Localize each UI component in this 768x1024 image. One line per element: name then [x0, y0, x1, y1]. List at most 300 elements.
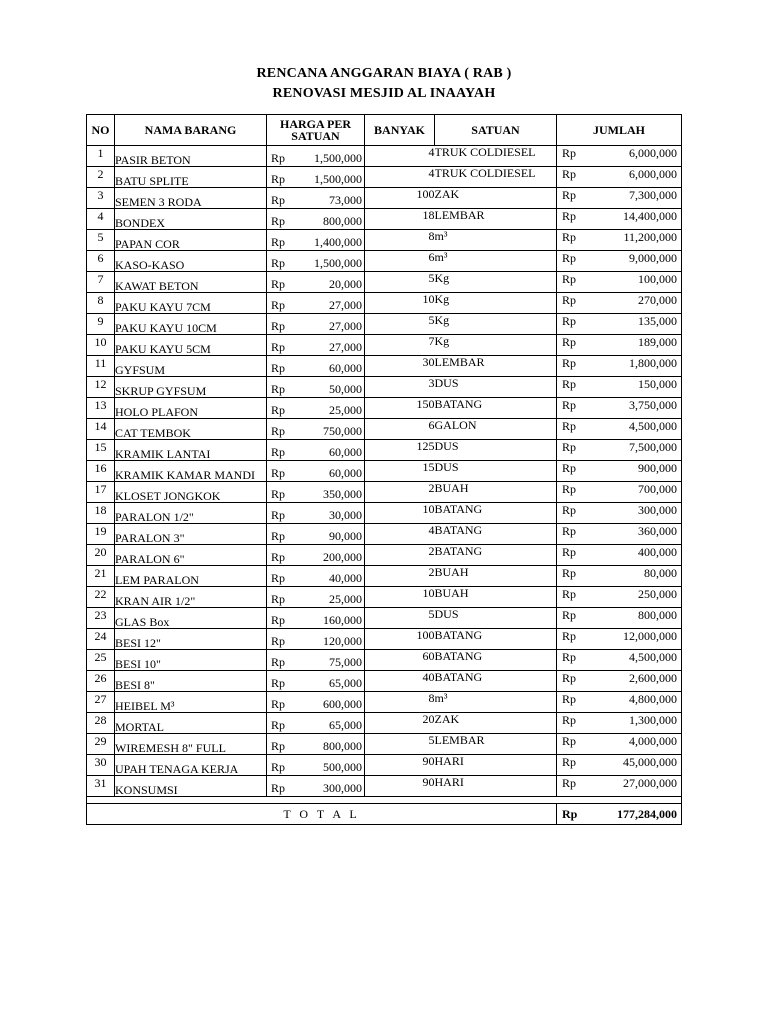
header-harga-per-satuan	[267, 115, 365, 146]
item-total-cell	[557, 524, 682, 545]
item-total: 150,000	[638, 377, 677, 391]
item-price-currency: Rp	[271, 717, 286, 732]
item-no: 25	[87, 650, 115, 671]
item-total-currency: Rp	[562, 692, 577, 706]
item-no: 15	[87, 440, 115, 461]
item-quantity: 4	[428, 145, 435, 159]
item-no: 16	[87, 461, 115, 482]
item-total-currency: Rp	[562, 713, 577, 727]
item-quantity: 6	[428, 418, 435, 432]
item-unit-cell	[435, 503, 557, 524]
table-row	[87, 734, 682, 755]
item-price: 500,000	[323, 759, 362, 774]
item-quantity: 18	[422, 208, 435, 222]
table-row	[87, 482, 682, 503]
item-name: KRAN AIR 1/2"	[115, 594, 196, 608]
item-quantity-cell	[365, 524, 435, 545]
item-total-cell	[557, 377, 682, 398]
item-unit: LEMBAR	[434, 355, 485, 369]
item-price-cell	[267, 188, 365, 209]
item-total: 27,000,000	[623, 776, 677, 790]
item-total: 189,000	[638, 335, 677, 349]
item-price-cell	[267, 167, 365, 188]
item-price-currency: Rp	[271, 234, 286, 249]
item-no: 21	[87, 566, 115, 587]
total-label: T O T A L	[87, 804, 557, 825]
item-unit-cell	[435, 251, 557, 272]
item-unit-cell	[435, 692, 557, 713]
table-row	[87, 713, 682, 734]
item-unit: m³	[434, 691, 448, 705]
item-name: PAKU KAYU 7CM	[115, 300, 211, 314]
item-price: 90,000	[329, 528, 362, 543]
item-name: BATU SPLITE	[115, 174, 189, 188]
item-total-currency: Rp	[562, 209, 577, 223]
item-quantity-cell	[365, 440, 435, 461]
table-row	[87, 503, 682, 524]
item-name: BESI 12"	[115, 636, 161, 650]
item-price-cell	[267, 272, 365, 293]
item-price: 750,000	[323, 423, 362, 438]
item-quantity-cell	[365, 755, 435, 776]
item-price-currency: Rp	[271, 423, 286, 438]
item-price: 40,000	[329, 570, 362, 585]
item-name-cell	[115, 377, 267, 398]
table-row	[87, 314, 682, 335]
item-price-cell	[267, 671, 365, 692]
item-unit: BATANG	[434, 670, 483, 684]
item-name-cell	[115, 419, 267, 440]
item-unit-cell	[435, 734, 557, 755]
item-unit-cell	[435, 545, 557, 566]
item-name-cell	[115, 713, 267, 734]
item-quantity-cell	[365, 461, 435, 482]
item-name: SKRUP GYFSUM	[115, 384, 207, 398]
table-row	[87, 440, 682, 461]
item-total: 135,000	[638, 314, 677, 328]
item-unit: DUS	[434, 607, 459, 621]
item-price-currency: Rp	[271, 549, 286, 564]
item-price: 25,000	[329, 402, 362, 417]
item-total-currency: Rp	[562, 671, 577, 685]
item-total-currency: Rp	[562, 545, 577, 559]
item-total-currency: Rp	[562, 251, 577, 265]
item-price: 60,000	[329, 444, 362, 459]
item-price-currency: Rp	[271, 696, 286, 711]
item-no: 17	[87, 482, 115, 503]
item-total: 3,750,000	[629, 398, 677, 412]
item-name-cell	[115, 503, 267, 524]
table-row	[87, 776, 682, 797]
item-price: 120,000	[323, 633, 362, 648]
item-total: 1,800,000	[629, 356, 677, 370]
table-row	[87, 251, 682, 272]
item-name-cell	[115, 587, 267, 608]
item-total-cell	[557, 419, 682, 440]
item-total-cell	[557, 314, 682, 335]
item-total-cell	[557, 440, 682, 461]
item-price-currency: Rp	[271, 297, 286, 312]
item-price-currency: Rp	[271, 654, 286, 669]
item-quantity-cell	[365, 776, 435, 797]
item-price-cell	[267, 545, 365, 566]
item-quantity-cell	[365, 230, 435, 251]
item-price: 75,000	[329, 654, 362, 669]
item-price-cell	[267, 230, 365, 251]
item-unit-cell	[435, 650, 557, 671]
item-no: 27	[87, 692, 115, 713]
item-unit: DUS	[434, 439, 459, 453]
item-quantity-cell	[365, 356, 435, 377]
item-quantity: 5	[428, 733, 435, 747]
item-total-cell	[557, 629, 682, 650]
item-total: 400,000	[638, 545, 677, 559]
item-price: 800,000	[323, 213, 362, 228]
item-unit-cell	[435, 713, 557, 734]
item-price-currency: Rp	[271, 192, 286, 207]
item-name: HEIBEL M³	[115, 699, 175, 713]
item-total-cell	[557, 608, 682, 629]
item-unit: Kg	[434, 292, 450, 306]
item-price: 1,500,000	[314, 255, 362, 270]
table-row	[87, 293, 682, 314]
table-row	[87, 230, 682, 251]
item-name: GYFSUM	[115, 363, 166, 377]
item-name: PARALON 6"	[115, 552, 185, 566]
item-quantity-cell	[365, 503, 435, 524]
table-row	[87, 188, 682, 209]
item-unit: Kg	[434, 313, 450, 327]
item-total-cell	[557, 146, 682, 167]
item-quantity-cell	[365, 587, 435, 608]
item-total: 7,500,000	[629, 440, 677, 454]
item-no: 23	[87, 608, 115, 629]
item-name: KRAMIK KAMAR MANDI	[115, 468, 256, 482]
item-quantity-cell	[365, 713, 435, 734]
item-name-cell	[115, 524, 267, 545]
item-unit-cell	[435, 671, 557, 692]
item-unit: BATANG	[434, 397, 483, 411]
table-row	[87, 335, 682, 356]
item-total-currency: Rp	[562, 734, 577, 748]
item-price: 1,500,000	[314, 171, 362, 186]
item-no: 1	[87, 146, 115, 167]
item-name: BESI 8"	[115, 678, 155, 692]
item-total-cell	[557, 734, 682, 755]
item-price-cell	[267, 776, 365, 797]
item-total-currency: Rp	[562, 293, 577, 307]
item-name-cell	[115, 230, 267, 251]
item-name: PARALON 1/2"	[115, 510, 194, 524]
header-satuan: SATUAN	[435, 115, 557, 146]
item-unit: HARI	[434, 775, 464, 789]
item-total-cell	[557, 356, 682, 377]
item-unit: GALON	[434, 418, 477, 432]
item-price: 60,000	[329, 360, 362, 375]
item-price-cell	[267, 608, 365, 629]
item-quantity: 6	[428, 250, 435, 264]
item-price-cell	[267, 293, 365, 314]
total-value-cell	[557, 804, 682, 825]
item-total-currency: Rp	[562, 650, 577, 664]
item-unit: BUAH	[434, 586, 469, 600]
item-price-cell	[267, 398, 365, 419]
item-quantity: 30	[422, 355, 435, 369]
item-unit-cell	[435, 755, 557, 776]
item-total-currency: Rp	[562, 776, 577, 790]
document-subtitle: RENOVASI MESJID AL INAAYAH	[272, 86, 496, 101]
table-row	[87, 545, 682, 566]
item-total-cell	[557, 398, 682, 419]
item-unit-cell	[435, 377, 557, 398]
item-unit-cell	[435, 314, 557, 335]
total-currency: Rp	[562, 806, 578, 821]
item-total-cell	[557, 482, 682, 503]
item-quantity-cell	[365, 650, 435, 671]
item-unit-cell	[435, 587, 557, 608]
item-total-cell	[557, 209, 682, 230]
spacer-cell	[87, 797, 682, 804]
item-no: 11	[87, 356, 115, 377]
item-quantity: 8	[428, 229, 435, 243]
item-name: GLAS Box	[115, 615, 170, 629]
item-unit: LEMBAR	[434, 733, 485, 747]
item-quantity-cell	[365, 293, 435, 314]
item-unit: m³	[434, 229, 448, 243]
item-no: 14	[87, 419, 115, 440]
item-price: 73,000	[329, 192, 362, 207]
item-name: KAWAT BETON	[115, 279, 199, 293]
item-name-cell	[115, 776, 267, 797]
item-quantity: 10	[422, 292, 435, 306]
item-unit-cell	[435, 524, 557, 545]
item-price-currency: Rp	[271, 318, 286, 333]
table-row	[87, 650, 682, 671]
item-total-currency: Rp	[562, 440, 577, 454]
item-quantity-cell	[365, 545, 435, 566]
item-price-cell	[267, 251, 365, 272]
item-total-cell	[557, 692, 682, 713]
item-total: 4,800,000	[629, 692, 677, 706]
item-total-cell	[557, 335, 682, 356]
table-row	[87, 146, 682, 167]
item-total: 6,000,000	[629, 167, 677, 181]
item-price-cell	[267, 650, 365, 671]
item-quantity: 100	[416, 628, 435, 642]
item-price-cell	[267, 713, 365, 734]
item-price-cell	[267, 314, 365, 335]
item-price: 50,000	[329, 381, 362, 396]
header-banyak: BANYAK	[365, 115, 435, 146]
item-price-currency: Rp	[271, 612, 286, 627]
item-total-currency: Rp	[562, 419, 577, 433]
table-header-row	[87, 115, 682, 146]
item-total: 45,000,000	[623, 755, 677, 769]
item-no: 13	[87, 398, 115, 419]
item-unit-cell	[435, 461, 557, 482]
item-no: 3	[87, 188, 115, 209]
item-name: KONSUMSI	[115, 783, 178, 797]
item-price-currency: Rp	[271, 381, 286, 396]
item-no: 19	[87, 524, 115, 545]
item-price: 65,000	[329, 717, 362, 732]
item-total-currency: Rp	[562, 482, 577, 496]
item-price-cell	[267, 356, 365, 377]
item-name-cell	[115, 314, 267, 335]
item-name: HOLO PLAFON	[115, 405, 199, 419]
item-total-cell	[557, 587, 682, 608]
item-price-currency: Rp	[271, 570, 286, 585]
item-quantity-cell	[365, 566, 435, 587]
item-unit-cell	[435, 398, 557, 419]
item-name: BESI 10"	[115, 657, 161, 671]
item-price: 200,000	[323, 549, 362, 564]
item-total-cell	[557, 650, 682, 671]
item-total-currency: Rp	[562, 587, 577, 601]
item-quantity-cell	[365, 419, 435, 440]
item-price: 60,000	[329, 465, 362, 480]
item-total-currency: Rp	[562, 146, 577, 160]
item-unit-cell	[435, 440, 557, 461]
item-name-cell	[115, 188, 267, 209]
item-name-cell	[115, 335, 267, 356]
item-price: 27,000	[329, 318, 362, 333]
item-quantity: 90	[422, 775, 435, 789]
item-name-cell	[115, 293, 267, 314]
item-no: 7	[87, 272, 115, 293]
item-name: PARALON 3"	[115, 531, 185, 545]
table-row	[87, 398, 682, 419]
item-unit: Kg	[434, 334, 450, 348]
item-no: 29	[87, 734, 115, 755]
item-quantity-cell	[365, 734, 435, 755]
item-quantity: 40	[422, 670, 435, 684]
item-quantity: 10	[422, 586, 435, 600]
item-name-cell	[115, 650, 267, 671]
item-price: 800,000	[323, 738, 362, 753]
document-title: RENCANA ANGGARAN BIAYA ( RAB )	[256, 66, 512, 81]
item-price-currency: Rp	[271, 528, 286, 543]
item-unit: BATANG	[434, 523, 483, 537]
item-price: 1,500,000	[314, 150, 362, 165]
item-name-cell	[115, 734, 267, 755]
item-unit-cell	[435, 209, 557, 230]
items-body	[87, 146, 682, 797]
item-quantity-cell	[365, 629, 435, 650]
item-name-cell	[115, 755, 267, 776]
item-total-cell	[557, 293, 682, 314]
item-unit: BATANG	[434, 502, 483, 516]
item-total-cell	[557, 167, 682, 188]
item-quantity-cell	[365, 209, 435, 230]
item-total: 700,000	[638, 482, 677, 496]
item-name-cell	[115, 167, 267, 188]
item-no: 4	[87, 209, 115, 230]
item-price: 600,000	[323, 696, 362, 711]
budget-table	[86, 114, 682, 825]
item-quantity: 4	[428, 166, 435, 180]
item-price-currency: Rp	[271, 444, 286, 459]
item-no: 9	[87, 314, 115, 335]
item-name-cell	[115, 566, 267, 587]
item-total-cell	[557, 251, 682, 272]
item-price-cell	[267, 524, 365, 545]
item-quantity: 15	[422, 460, 435, 474]
item-name-cell	[115, 356, 267, 377]
item-price: 160,000	[323, 612, 362, 627]
item-total: 12,000,000	[623, 629, 677, 643]
item-name-cell	[115, 629, 267, 650]
item-total-currency: Rp	[562, 608, 577, 622]
item-unit: Kg	[434, 271, 450, 285]
item-total: 4,500,000	[629, 419, 677, 433]
item-total: 250,000	[638, 587, 677, 601]
item-quantity-cell	[365, 398, 435, 419]
item-unit: ZAK	[434, 187, 460, 201]
item-name: MORTAL	[115, 720, 164, 734]
item-name-cell	[115, 461, 267, 482]
item-quantity: 8	[428, 691, 435, 705]
item-unit: LEMBAR	[434, 208, 485, 222]
item-quantity-cell	[365, 692, 435, 713]
table-row	[87, 587, 682, 608]
item-total: 4,500,000	[629, 650, 677, 664]
table-row	[87, 272, 682, 293]
table-row	[87, 755, 682, 776]
item-no: 22	[87, 587, 115, 608]
item-price-currency: Rp	[271, 591, 286, 606]
item-quantity-cell	[365, 335, 435, 356]
item-price-currency: Rp	[271, 675, 286, 690]
item-unit: TRUK COLDIESEL	[434, 145, 536, 159]
item-no: 26	[87, 671, 115, 692]
item-total: 1,300,000	[629, 713, 677, 727]
item-unit: DUS	[434, 460, 459, 474]
table-row	[87, 167, 682, 188]
item-unit: DUS	[434, 376, 459, 390]
item-total-cell	[557, 566, 682, 587]
item-total: 11,200,000	[623, 230, 677, 244]
item-quantity: 60	[422, 649, 435, 663]
item-total-cell	[557, 776, 682, 797]
table-row	[87, 524, 682, 545]
item-total-currency: Rp	[562, 272, 577, 286]
item-no: 8	[87, 293, 115, 314]
table-row	[87, 209, 682, 230]
item-total: 800,000	[638, 608, 677, 622]
item-quantity-cell	[365, 482, 435, 503]
header-harga-line1: HARGA PER	[279, 117, 351, 131]
item-quantity: 7	[428, 334, 435, 348]
table-row	[87, 419, 682, 440]
table-row	[87, 356, 682, 377]
item-total-currency: Rp	[562, 503, 577, 517]
item-unit-cell	[435, 482, 557, 503]
item-name-cell	[115, 146, 267, 167]
table-row	[87, 629, 682, 650]
item-name-cell	[115, 251, 267, 272]
item-name: PASIR BETON	[115, 153, 191, 167]
item-total-cell	[557, 461, 682, 482]
item-unit-cell	[435, 293, 557, 314]
item-price-currency: Rp	[271, 339, 286, 354]
item-no: 28	[87, 713, 115, 734]
item-total-cell	[557, 671, 682, 692]
item-total-currency: Rp	[562, 398, 577, 412]
item-no: 2	[87, 167, 115, 188]
item-unit-cell	[435, 629, 557, 650]
item-unit-cell	[435, 167, 557, 188]
